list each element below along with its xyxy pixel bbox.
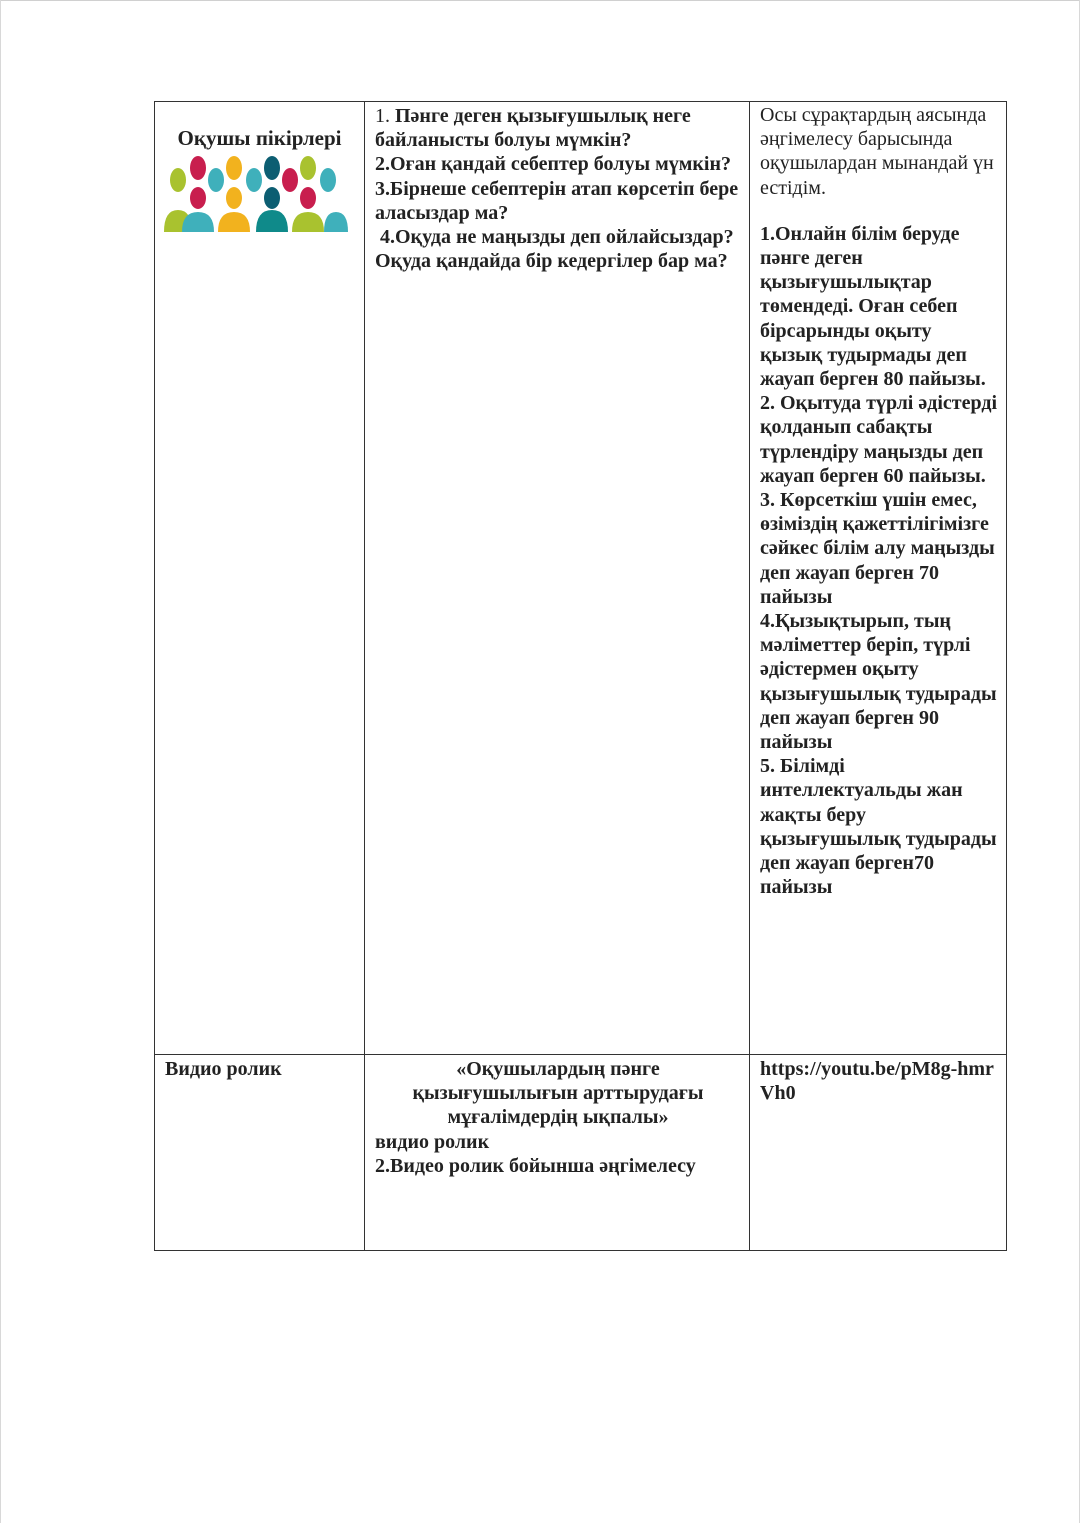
question-text: 3.Бірнеше себептерін атап көрсетіп бере аласыздар ма?: [375, 177, 739, 224]
question-text: 4.Оқуда не маңызды деп ойлайсыздар? Оқуда қандайда бір кедергілер бар ма?: [375, 226, 739, 273]
finding-item-1: 1.Онлайн білім беруде пәнге деген қызығушылықтар төмендеді. Оған себеп бірсарынды оқыту қызық тудырмады деп жауап берген 80 пайызы.: [760, 222, 986, 391]
finding-item-2: 2. Оқытуда түрлі әдістерді қолданып сабақты түрлендіру маңызды деп жауап берген 60 пайызы.: [760, 392, 998, 487]
video-title: «Оқушылардың пәнге қызығушылығын арттырудағы мұғалімдердің ықпалы»: [412, 1058, 704, 1129]
question-item-1: [375, 104, 741, 152]
student-opinions-cell: [155, 102, 365, 1055]
finding-item-5: 5. Білімді интеллектуальды жан жақты беру қызығушылық тудырады деп жауап берген70 пайызы: [760, 755, 997, 899]
video-label: Видио ролик: [165, 1058, 282, 1080]
notes-cell: [750, 102, 1007, 1055]
question-text: Пәнге деген қызығушылық неге байланысты болуы мүмкін?: [375, 105, 691, 152]
people-group-icon: [164, 154, 348, 232]
lesson-table: [154, 101, 1007, 1251]
questions-cell: [365, 102, 750, 1055]
page-left-edge: [0, 0, 1, 1523]
page-top-edge: [0, 0, 1080, 1]
video-description-cell: [365, 1055, 750, 1251]
video-line-1: видио ролик: [375, 1130, 490, 1153]
table-row: [155, 102, 1007, 1055]
notes-intro: Осы сұрақтардың аясында әңгімелесу барысында оқушылардан мынандай үн естідім.: [760, 104, 994, 199]
questions-list: [375, 104, 741, 273]
question-number: 1.: [375, 105, 395, 127]
question-item-3: [375, 177, 741, 225]
table-row: [155, 1055, 1007, 1251]
question-item-2: [375, 152, 741, 176]
finding-item-4: 4.Қызықтырып, тың мәліметтер беріп, түрлі әдістермен оқыту қызығушылық тудырады деп жауап берген 90 пайызы: [760, 610, 997, 754]
student-opinions-label: Оқушы пікірлері: [177, 126, 342, 150]
finding-item-3: 3. Көрсеткіш үшін емес, өзіміздің қажеттілігімізге сәйкес білім алу маңызды деп жауап берген 70 пайызы: [760, 489, 995, 608]
question-item-4: [375, 225, 741, 273]
question-text: 2.Оған қандай себептер болуы мүмкін?: [375, 153, 731, 176]
video-link[interactable]: https://youtu.be/pM8g-hmrVh0: [760, 1058, 994, 1105]
video-line-2: 2.Видео ролик бойынша әңгімелесу: [375, 1154, 696, 1177]
video-label-cell: [155, 1055, 365, 1251]
video-link-cell: [750, 1055, 1007, 1251]
